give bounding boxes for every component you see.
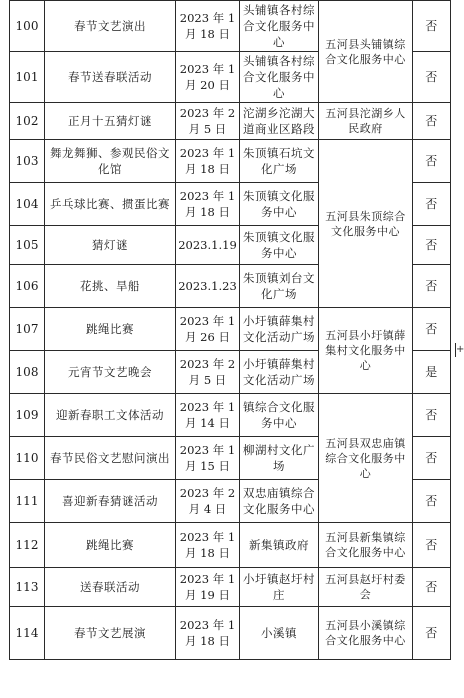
date-cell: 2023 年 1 月 19 日 [176,568,240,607]
date-cell: 2023 年 1 月 26 日 [176,308,240,351]
organizer-cell: 五河县沱湖乡人民政府 [319,103,413,140]
page-edge-mark: + [456,344,464,355]
activity-name-cell: 春节文艺展演 [45,607,176,660]
date-cell: 2023.1.19 [176,226,240,265]
flag-cell: 是 [413,351,451,394]
organizer-cell: 五河县小溪镇综合文化服务中心 [319,607,413,660]
organizer-cell: 五河县朱顶综合文化服务中心 [319,140,413,308]
organizer-cell: 五河县赵圩村委会 [319,568,413,607]
flag-cell: 否 [413,480,451,523]
activity-table [9,0,451,660]
date-cell: 2023 年 1 月 15 日 [176,437,240,480]
activity-name-cell: 猜灯谜 [45,226,176,265]
venue-cell: 朱顶镇文化服务中心 [240,183,319,226]
venue-cell: 沱湖乡沱湖大道商业区路段 [240,103,319,140]
flag-cell: 否 [413,394,451,437]
date-cell: 2023 年 1 月 20 日 [176,52,240,103]
venue-cell: 小圩镇薛集村文化活动广场 [240,308,319,351]
table-row [10,308,451,351]
flag-cell: 否 [413,226,451,265]
row-number-cell: 113 [10,568,45,607]
activity-name-cell: 花挑、旱船 [45,265,176,308]
row-number-cell: 111 [10,480,45,523]
date-cell: 2023 年 2 月 4 日 [176,480,240,523]
row-number-cell: 100 [10,1,45,52]
activity-name-cell: 跳绳比赛 [45,523,176,568]
activity-name-cell: 乒乓球比赛、掼蛋比赛 [45,183,176,226]
activity-name-cell: 迎新春职工文体活动 [45,394,176,437]
activity-name-cell: 跳绳比赛 [45,308,176,351]
venue-cell: 小溪镇 [240,607,319,660]
activity-name-cell: 春节送春联活动 [45,52,176,103]
row-number-cell: 104 [10,183,45,226]
venue-cell: 双忠庙镇综合文化服务中心 [240,480,319,523]
table-row [10,568,451,607]
date-cell: 2023 年 1 月 18 日 [176,523,240,568]
flag-cell: 否 [413,52,451,103]
flag-cell: 否 [413,568,451,607]
venue-cell: 朱顶镇刘台文化广场 [240,265,319,308]
activity-name-cell: 元宵节文艺晚会 [45,351,176,394]
date-cell: 2023 年 1 月 18 日 [176,183,240,226]
date-cell: 2023 年 2 月 5 日 [176,103,240,140]
row-number-cell: 110 [10,437,45,480]
table-row [10,1,451,52]
date-cell: 2023 年 1 月 14 日 [176,394,240,437]
organizer-cell: 五河县双忠庙镇综合文化服务中心 [319,394,413,523]
venue-cell: 柳湖村文化广场 [240,437,319,480]
flag-cell: 否 [413,140,451,183]
table-row [10,140,451,183]
date-cell: 2023 年 1 月 18 日 [176,607,240,660]
date-cell: 2023 年 2 月 5 日 [176,351,240,394]
table-row [10,607,451,660]
organizer-cell: 五河县新集镇综合文化服务中心 [319,523,413,568]
flag-cell: 否 [413,1,451,52]
flag-cell: 否 [413,183,451,226]
organizer-cell: 五河县头铺镇综合文化服务中心 [319,1,413,103]
venue-cell: 头铺镇各村综合文化服务中心 [240,52,319,103]
flag-cell: 否 [413,523,451,568]
venue-cell: 小圩镇赵圩村庄 [240,568,319,607]
row-number-cell: 102 [10,103,45,140]
venue-cell: 头铺镇各村综合文化服务中心 [240,1,319,52]
row-number-cell: 103 [10,140,45,183]
row-number-cell: 107 [10,308,45,351]
row-number-cell: 101 [10,52,45,103]
organizer-cell: 五河县小圩镇薛集村文化服务中心 [319,308,413,394]
row-number-cell: 112 [10,523,45,568]
row-number-cell: 109 [10,394,45,437]
flag-cell: 否 [413,265,451,308]
venue-cell: 小圩镇薛集村文化活动广场 [240,351,319,394]
flag-cell: 否 [413,308,451,351]
row-number-cell: 114 [10,607,45,660]
date-cell: 2023.1.23 [176,265,240,308]
date-cell: 2023 年 1 月 18 日 [176,140,240,183]
flag-cell: 否 [413,607,451,660]
activity-name-cell: 春节民俗文艺慰问演出 [45,437,176,480]
table-row [10,103,451,140]
activity-name-cell: 正月十五猜灯谜 [45,103,176,140]
activity-name-cell: 舞龙舞狮、参观民俗文化馆 [45,140,176,183]
table-row [10,523,451,568]
venue-cell: 朱顶镇文化服务中心 [240,226,319,265]
row-number-cell: 106 [10,265,45,308]
venue-cell: 新集镇政府 [240,523,319,568]
flag-cell: 否 [413,437,451,480]
activity-name-cell: 送春联活动 [45,568,176,607]
flag-cell: 否 [413,103,451,140]
activity-name-cell: 春节文艺演出 [45,1,176,52]
date-cell: 2023 年 1 月 18 日 [176,1,240,52]
activity-name-cell: 喜迎新春猜谜活动 [45,480,176,523]
row-number-cell: 108 [10,351,45,394]
venue-cell: 镇综合文化服务中心 [240,394,319,437]
table-row [10,394,451,437]
venue-cell: 朱顶镇石坑文化广场 [240,140,319,183]
row-number-cell: 105 [10,226,45,265]
